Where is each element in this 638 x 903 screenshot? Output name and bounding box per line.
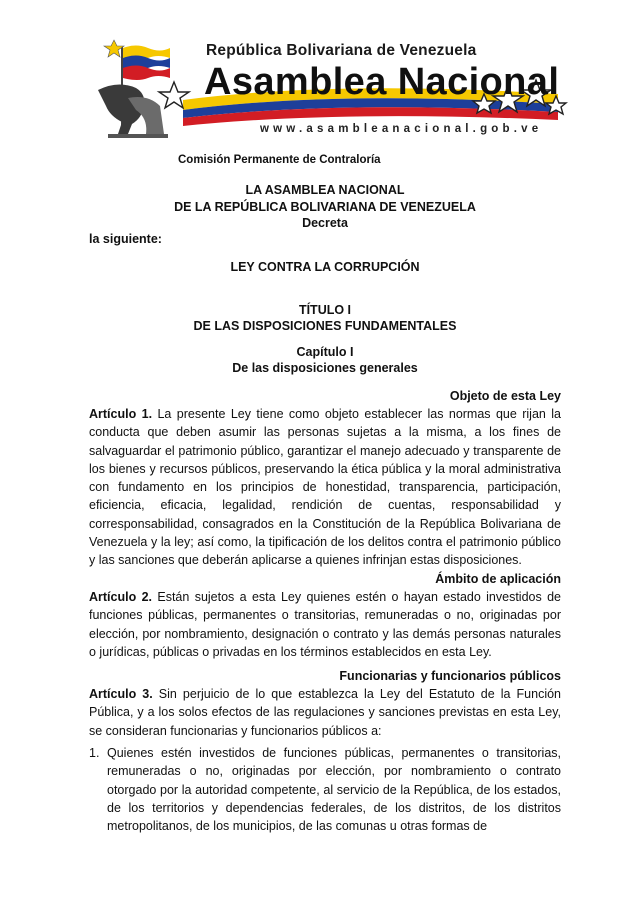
law-title: LEY CONTRA LA CORRUPCIÓN	[230, 260, 420, 274]
country-name: República Bolivariana de Venezuela	[206, 42, 477, 59]
header-logo	[88, 10, 568, 144]
preamble-line-1: LA ASAMBLEA NACIONAL	[245, 183, 405, 197]
article-paragraph	[89, 405, 561, 570]
preamble-line-2: DE LA REPÚBLICA BOLIVARIANA DE VENEZUELA	[174, 200, 476, 214]
institution-name: Asamblea Nacional	[204, 61, 560, 103]
chapter-name: De las disposiciones generales	[232, 361, 418, 375]
preamble-decreta: Decreta	[302, 216, 348, 230]
article-paragraph	[89, 588, 561, 661]
article-paragraph	[89, 685, 561, 740]
article-heading: Funcionarias y funcionarios públicos	[339, 669, 561, 683]
article-label: Artículo 1.	[89, 407, 153, 421]
preamble-la-siguiente: la siguiente:	[89, 232, 162, 246]
title-number: TÍTULO I	[298, 303, 352, 317]
article-text: La presente Ley tiene como objeto establecer las normas que rijan la conducta que deben asumir las personas sujetas a la misma, a los fines de salvaguardar el patrimonio público, garantizar el manejo adecuado y transparente de los bienes y recursos públicos, preservando la ética pública y la moral administrativa con fundamento en los principios de honestidad, transparencia, participación, eficiencia, eficacia, legalidad, rendición de cuentas, responsabilidad y corresponsabilidad, consagrados en la Constitución de la República Bolivariana de Venezuela y la ley; así como, la tipificación de los delitos contra el patrimonio público y las sanciones que deberán aplicarse a quienes infrinjan estas disposiciones.	[89, 407, 561, 568]
list-item	[89, 744, 561, 835]
commission-name: Comisión Permanente de Contraloría	[178, 154, 381, 166]
article-text: Están sujetos a esta Ley quienes estén o hayan estado investidos de funciones públicas, permanentes o transitorias, remuneradas o no, originadas por elección, por nombramiento, designación o contrato y las demás personas naturales o jurídicas, públicas o privadas en los términos establecidos en esta Ley.	[89, 590, 562, 659]
title-name: DE LAS DISPOSICIONES FUNDAMENTALES	[193, 319, 457, 333]
article-label: Artículo 2.	[89, 590, 153, 604]
article-text: Sin perjuicio de lo que establezca la Ley del Estatuto de la Función Pública, y a los solos efectos de las regulaciones y sanciones previstas en esta Ley, se consideran funcionarias y funcionarios públicos a:	[89, 687, 561, 738]
website-link[interactable]: www.asambleanacional.gob.ve	[260, 123, 543, 135]
list-item-number: 1.	[89, 746, 100, 760]
chapter-number: Capítulo I	[296, 345, 354, 359]
article-heading: Objeto de esta Ley	[449, 389, 561, 403]
list-item-text: Quienes estén investidos de funciones públicas, permanentes o transitorias, remuneradas o no, originadas por elección, por nombramiento o contrato otorgado por la autoridad competente, al servicio de la República, de los estados, de los territorios y dependencias federales, de los distritos, de los distritos metropolitanos, de los municipios, de las comunas u otras formas de	[107, 746, 561, 834]
article-heading: Ámbito de aplicación	[435, 572, 561, 586]
article-label: Artículo 3.	[89, 687, 153, 701]
eagle-emblem-icon	[98, 84, 168, 138]
